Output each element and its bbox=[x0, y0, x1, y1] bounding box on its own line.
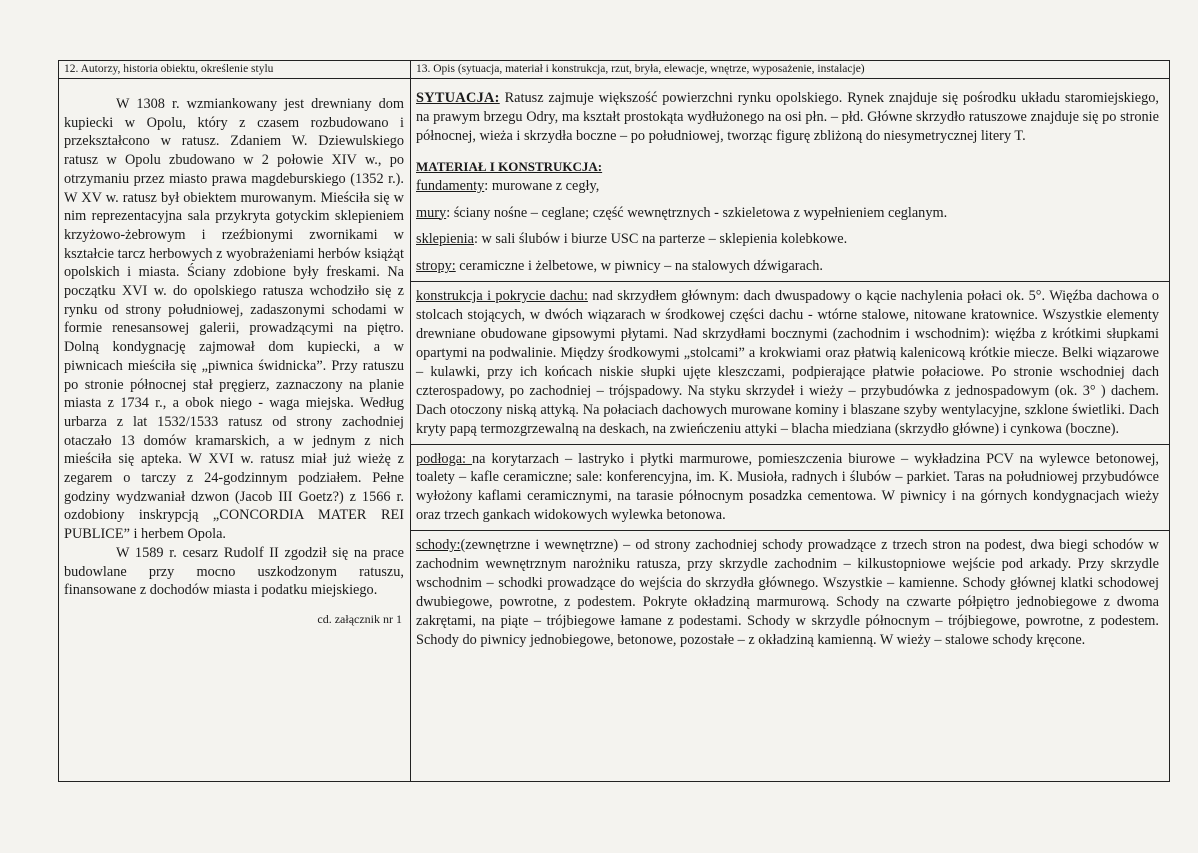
description-body bbox=[411, 79, 1169, 650]
stropy-label: stropy: bbox=[416, 258, 456, 275]
schody-label: schody: bbox=[416, 537, 461, 554]
sklepienia-text: : w sali ślubów i biurze USC na parterze – sklepienia kolebkowe. bbox=[473, 231, 848, 248]
situation-text: Ratusz zajmuje większość powierzchni rynku opolskiego. Rynek znajduje się pośrodku układu staromiejskiego, na prawym brzegu Odry, ma kształt prostokąta wydłużonego na osi płn. – płd. Główne skrzydło ratuszowe znajduje się po stronie północnej, wieża i skrzydła boczne – po południowej, tworząc figurę zbliżoną do niesymetrycznej litery T. bbox=[416, 90, 1159, 144]
divider bbox=[411, 281, 1169, 282]
schody-text: (zewnętrzne i wewnętrzne) – od strony zachodniej schody prowadzące z trzech stron na podest, dwa biegi schodów w zachodnim wewnętrznym narożniku ratusza, przy skrzydle zachodnim – kilkustopniowe wejście pod arkady. Przy skrzydle wschodnim – schodki prowadzące do wejścia do skrzydła głównego. Wszystkie – kamienne. Schody głównej klatki schodowej dwubiegowe, powrotne, z podestem. Pokryte okładziną marmurową. Schody na czwarte półpiętro jednobiegowe z dwoma zakrętami, na piąte – trójbiegowe łamane z podestami. Schody w skrzydle północnym – trójbiegowe, powrotne, z podestem. Schody do piwnicy jednobiegowe, betonowe, pozostałe – z okładziną kamienną. W wieży – stalowe schody kręcone. bbox=[416, 537, 1159, 648]
history-paragraph-1: W 1308 r. wzmiankowany jest drewniany dom kupiecki w Opolu, który z czasem rozbudowano i przekształcono w ratusz. Zdaniem W. Dziewulskiego ratusz w Opolu zbudowano w 2 połowie XIV w., po otrzymaniu przez miasto prawa magdeburskiego (1352 r.). W XV w. ratusz był obiektem murowanym. Mieściła się w nim reprezentacyjna sala przykryta gotyckim sklepieniem krzyżowo-żebrowym i rzeźbionymi zwornikami w kształcie tarcz herbowych z wyobrażeniami herbów książąt opolskich i miasta. Ściany zdobione były freskami. Na początku XVI w. do opolskiego ratusza wchodziło się z rynku od strony południowej, zadaszonymi schodami w formie renesansowej galerii, prowadzącymi na piętro. Dolną kondygnację zajmował dom kupiecki, a w piwnicach mieściła się „piwnica świdnicka”. Przy ratuszu po stronie północnej stał pręgierz, zaznaczony na planie miasta z 1734 r., a obok niego - waga miejska. Według urbarza z lat 1532/1533 ratusz od strony zachodniej otaczało 13 domów kramarskich, a w jednym z nich mieściła się apteka. W XVI w. ratusz miał już wieżę z zegarem o tarczy z 24-godzinnym podziałem. Pełne godziny wydzwaniał dzwon (Jacob III Goetz?) z 1566 r. ozdobiony inskrypcją „CONCORDIA MATER REI PUBLICE” i herbem Opola. bbox=[64, 96, 404, 543]
mury-label: mury bbox=[416, 204, 447, 221]
situation-label: SYTUACJA: bbox=[416, 90, 500, 106]
sklepienia-label: sklepienia bbox=[416, 231, 474, 248]
record-card bbox=[58, 60, 1170, 782]
divider bbox=[411, 444, 1169, 445]
divider bbox=[411, 530, 1169, 531]
stropy-line bbox=[416, 257, 1159, 276]
schody-section bbox=[416, 536, 1159, 649]
dach-label: konstrukcja i pokrycie dachu: bbox=[416, 288, 588, 305]
continuation-note: cd. załącznik nr 1 bbox=[317, 611, 402, 626]
sklepienia-line bbox=[416, 230, 1159, 249]
history-body bbox=[59, 79, 410, 629]
description-header: 13. Opis (sytuacja, materiał i konstrukcja, rzut, bryła, elewacje, wnętrze, wyposażenie, instalacje) bbox=[411, 61, 1169, 79]
podloga-label: podłoga: bbox=[416, 450, 473, 467]
dach-text: nad skrzydłem głównym: dach dwuspadowy o kącie nachylenia połaci ok. 5°. Więźba dachowa o stolcach stojących, w dwóch wiązarach w środkowej części dachu - wtórne stalowe, nitowane kratownice. Wszystkie elementy drewniane obudowane gipsowymi płytami. Nad skrzydłami bocznymi (zachodnim i wschodnim): więźba z krótkimi słupkami opartymi na podwalinie. Między środkowymi „stolcami” a krokwiami oraz płatwią kalenicową krótkie miecze. Belki wiązarowe – kulawki, przy ich końcach niskie słupki ujęte kleszczami, podpierające płatwie połaciowe. Po stronie wschodniej dach czterospadowy, po zachodniej – trójspadowy. Na styku skrzydeł i wieży – przybudówka z jednospadowym (ok. 3° ) dachem. Dach otoczony niską attyką. Na połaciach dachowych murowane kominy i blaszane szyby wentylacyjne, szklone świetliki. Dach kryty papą termozgrzewalną na deskach, na zwieńczeniu attyki – blacha miedziana (skrzydło główne) i cynkowa (boczne). bbox=[416, 288, 1159, 437]
mury-text: : ściany nośne – ceglane; część wewnętrznych - szkieletowa z wypełnieniem ceglanym. bbox=[446, 204, 948, 221]
description-column bbox=[411, 61, 1169, 781]
material-heading bbox=[416, 158, 1159, 177]
history-header: 12. Autorzy, historia obiektu, określenie stylu bbox=[59, 61, 410, 79]
fundamenty-text: : murowane z cegły, bbox=[484, 177, 600, 194]
podloga-text: na korytarzach – lastryko i płytki marmurowe, pomieszczenia biurowe – wykładzina PCV na wylewce betonowej, toalety – kafle ceramiczne; sale: konferencyjna, im. K. Musioła, radnych i ślubów – parkiet. Taras na południowej przybudówce wyłożony kaflami ceramicznymi, na tarasie północnym posadzka cementowa. W piwnicy i na górnych kondygnacjach wieży oraz trzech gankach widokowych wylewka betonowa. bbox=[416, 450, 1160, 524]
fundamenty-label: fundamenty bbox=[416, 177, 485, 194]
podloga-section bbox=[416, 450, 1159, 526]
mury-line bbox=[416, 204, 1159, 223]
history-paragraph-2: W 1589 r. cesarz Rudolf II zgodził się na prace budowlane przy mocno uszkodzonym ratuszu, finansowane z dochodów miasta i podatku miejskiego. bbox=[64, 544, 404, 599]
dach-section bbox=[416, 287, 1159, 438]
material-label: MATERIAŁ I KONSTRUKCJA: bbox=[416, 158, 603, 174]
fundamenty-line bbox=[416, 177, 1159, 196]
history-column bbox=[59, 61, 411, 781]
situation-section bbox=[416, 89, 1159, 146]
stropy-text: ceramiczne i żelbetowe, w piwnicy – na stalowych dźwigarach. bbox=[455, 258, 823, 275]
